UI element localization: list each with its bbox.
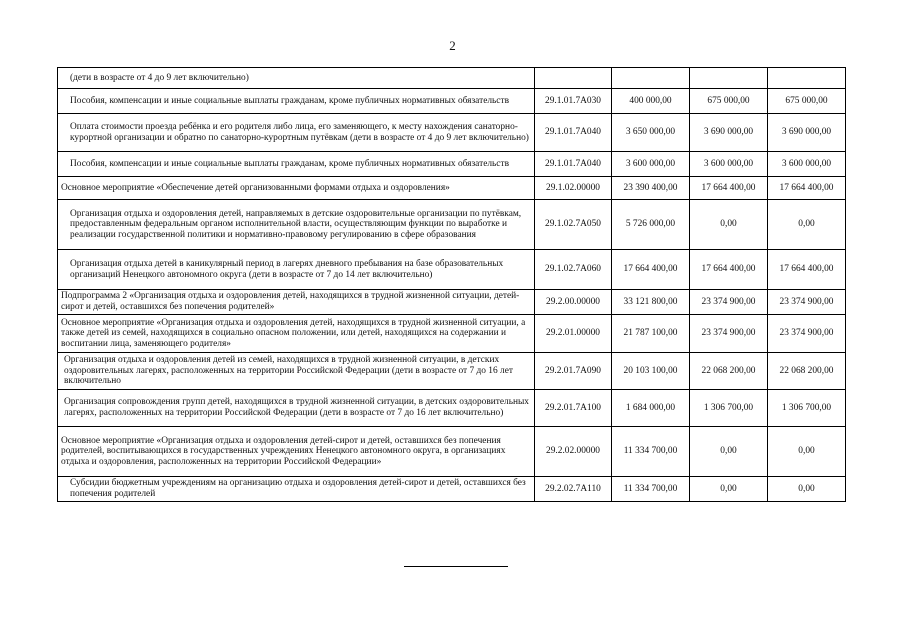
row-value-2: 675 000,00 — [690, 89, 768, 114]
table-row — [58, 89, 846, 114]
row-value-3: 22 068 200,00 — [768, 353, 846, 390]
row-code: 29.1.02.00000 — [535, 177, 612, 200]
table-row — [58, 250, 846, 290]
row-value-1: 17 664 400,00 — [612, 250, 690, 290]
row-code: 29.1.01.7А040 — [535, 114, 612, 152]
row-value-1: 33 121 800,00 — [612, 290, 690, 315]
row-value-1: 23 390 400,00 — [612, 177, 690, 200]
row-value-1: 11 334 700,00 — [612, 477, 690, 502]
table-row — [58, 290, 846, 315]
row-value-3: 1 306 700,00 — [768, 390, 846, 427]
row-name: Субсидии бюджетным учреждениям на организацию отдыха и оздоровления детей-сирот и детей, оставшихся без попечения родителей — [58, 477, 535, 502]
row-name: Основное мероприятие «Организация отдыха и оздоровления детей, находящихся в трудной жизненной ситуации, а также детей из семей, находящихся в социально опасном положении, или детей, находящихся на содержании и воспитании лица, заменяющего родителя» — [58, 315, 535, 353]
row-value-1: 5 726 000,00 — [612, 200, 690, 250]
row-value-2: 17 664 400,00 — [690, 177, 768, 200]
row-value-3: 3 690 000,00 — [768, 114, 846, 152]
row-value-2: 0,00 — [690, 477, 768, 502]
row-value-2: 0,00 — [690, 200, 768, 250]
table-row — [58, 177, 846, 200]
table-row — [58, 390, 846, 427]
row-code: 29.1.01.7А030 — [535, 89, 612, 114]
row-value-3: 0,00 — [768, 477, 846, 502]
row-code: 29.1.01.7А040 — [535, 152, 612, 177]
row-name: Подпрограмма 2 «Организация отдыха и оздоровления детей, находящихся в трудной жизненной ситуации, детей-сирот и детей, оставшихся без попечения родителей» — [58, 290, 535, 315]
row-value-1: 3 650 000,00 — [612, 114, 690, 152]
row-value-1: 11 334 700,00 — [612, 427, 690, 477]
row-name: Организация отдыха детей в каникулярный период в лагерях дневного пребывания на базе образовательных организаций Ненецкого автономного округа (дети в возрасте от 7 до 14 лет включительно) — [58, 250, 535, 290]
row-name: Оплата стоимости проезда ребёнка и его родителя либо лица, его заменяющего, к месту нахождения санаторно-курортной организации и обратно по санаторно-курортным путёвкам (дети в возрасте от 4 до 9 лет включительно) — [58, 114, 535, 152]
page-number: 2 — [449, 38, 456, 53]
footer-divider — [404, 566, 508, 567]
row-value-3: 0,00 — [768, 200, 846, 250]
row-value-3: 23 374 900,00 — [768, 315, 846, 353]
table-row — [58, 315, 846, 353]
row-value-2: 23 374 900,00 — [690, 315, 768, 353]
row-value-1: 1 684 000,00 — [612, 390, 690, 427]
row-name: Организация отдыха и оздоровления детей из семей, находящихся в трудной жизненной ситуации, в детских оздоровительных лагерях, расположенных на территории Российской Федерации (дети в возрасте от 7 до 16 лет включительно — [58, 353, 535, 390]
table-row — [58, 68, 846, 89]
row-name: (дети в возрасте от 4 до 9 лет включительно) — [58, 68, 535, 89]
row-value-1: 3 600 000,00 — [612, 152, 690, 177]
budget-table — [57, 67, 846, 502]
row-value-3: 3 600 000,00 — [768, 152, 846, 177]
row-value-2 — [690, 68, 768, 89]
row-code: 29.1.02.7А060 — [535, 250, 612, 290]
row-value-2: 1 306 700,00 — [690, 390, 768, 427]
table-row — [58, 152, 846, 177]
row-name: Основное мероприятие «Организация отдыха и оздоровления детей-сирот и детей, оставшихся без попечения родителей, воспитывающихся в государственных учреждениях Ненецкого автономного округа, в организациях отдыха и оздоровления, расположенных на территории Российской Федерации» — [58, 427, 535, 477]
table-row — [58, 427, 846, 477]
row-code: 29.2.00.00000 — [535, 290, 612, 315]
row-name: Пособия, компенсации и иные социальные выплаты гражданам, кроме публичных нормативных обязательств — [58, 89, 535, 114]
row-name: Организация сопровождения групп детей, находящихся в трудной жизненной ситуации, в детских оздоровительных лагерях, расположенных на территории Российской Федерации (дети в возрасте от 7 до 16 лет включительно) — [58, 390, 535, 427]
row-value-3: 675 000,00 — [768, 89, 846, 114]
row-value-3: 23 374 900,00 — [768, 290, 846, 315]
table-row — [58, 114, 846, 152]
row-code: 29.2.01.7А100 — [535, 390, 612, 427]
row-name: Организация отдыха и оздоровления детей, направляемых в детские оздоровительные организации по путёвкам, предоставленным федеральным органом исполнительной власти, осуществляющим функции по выработке и реализации государственной политики и нормативно-правовому регулированию в сфере образования — [58, 200, 535, 250]
row-code: 29.2.02.7А110 — [535, 477, 612, 502]
row-value-1: 400 000,00 — [612, 89, 690, 114]
row-value-2: 23 374 900,00 — [690, 290, 768, 315]
row-value-1 — [612, 68, 690, 89]
row-value-2: 3 690 000,00 — [690, 114, 768, 152]
table-row — [58, 353, 846, 390]
row-code — [535, 68, 612, 89]
row-code: 29.2.01.7А090 — [535, 353, 612, 390]
row-code: 29.2.02.00000 — [535, 427, 612, 477]
row-value-1: 20 103 100,00 — [612, 353, 690, 390]
row-value-2: 17 664 400,00 — [690, 250, 768, 290]
table-row — [58, 477, 846, 502]
row-value-3: 0,00 — [768, 427, 846, 477]
row-value-2: 0,00 — [690, 427, 768, 477]
row-value-3: 17 664 400,00 — [768, 250, 846, 290]
row-value-3: 17 664 400,00 — [768, 177, 846, 200]
row-code: 29.2.01.00000 — [535, 315, 612, 353]
row-value-3 — [768, 68, 846, 89]
row-value-2: 3 600 000,00 — [690, 152, 768, 177]
row-value-1: 21 787 100,00 — [612, 315, 690, 353]
table-row — [58, 200, 846, 250]
row-value-2: 22 068 200,00 — [690, 353, 768, 390]
row-name: Пособия, компенсации и иные социальные выплаты гражданам, кроме публичных нормативных обязательств — [58, 152, 535, 177]
row-name: Основное мероприятие «Обеспечение детей организованными формами отдыха и оздоровления» — [58, 177, 535, 200]
row-code: 29.1.02.7А050 — [535, 200, 612, 250]
